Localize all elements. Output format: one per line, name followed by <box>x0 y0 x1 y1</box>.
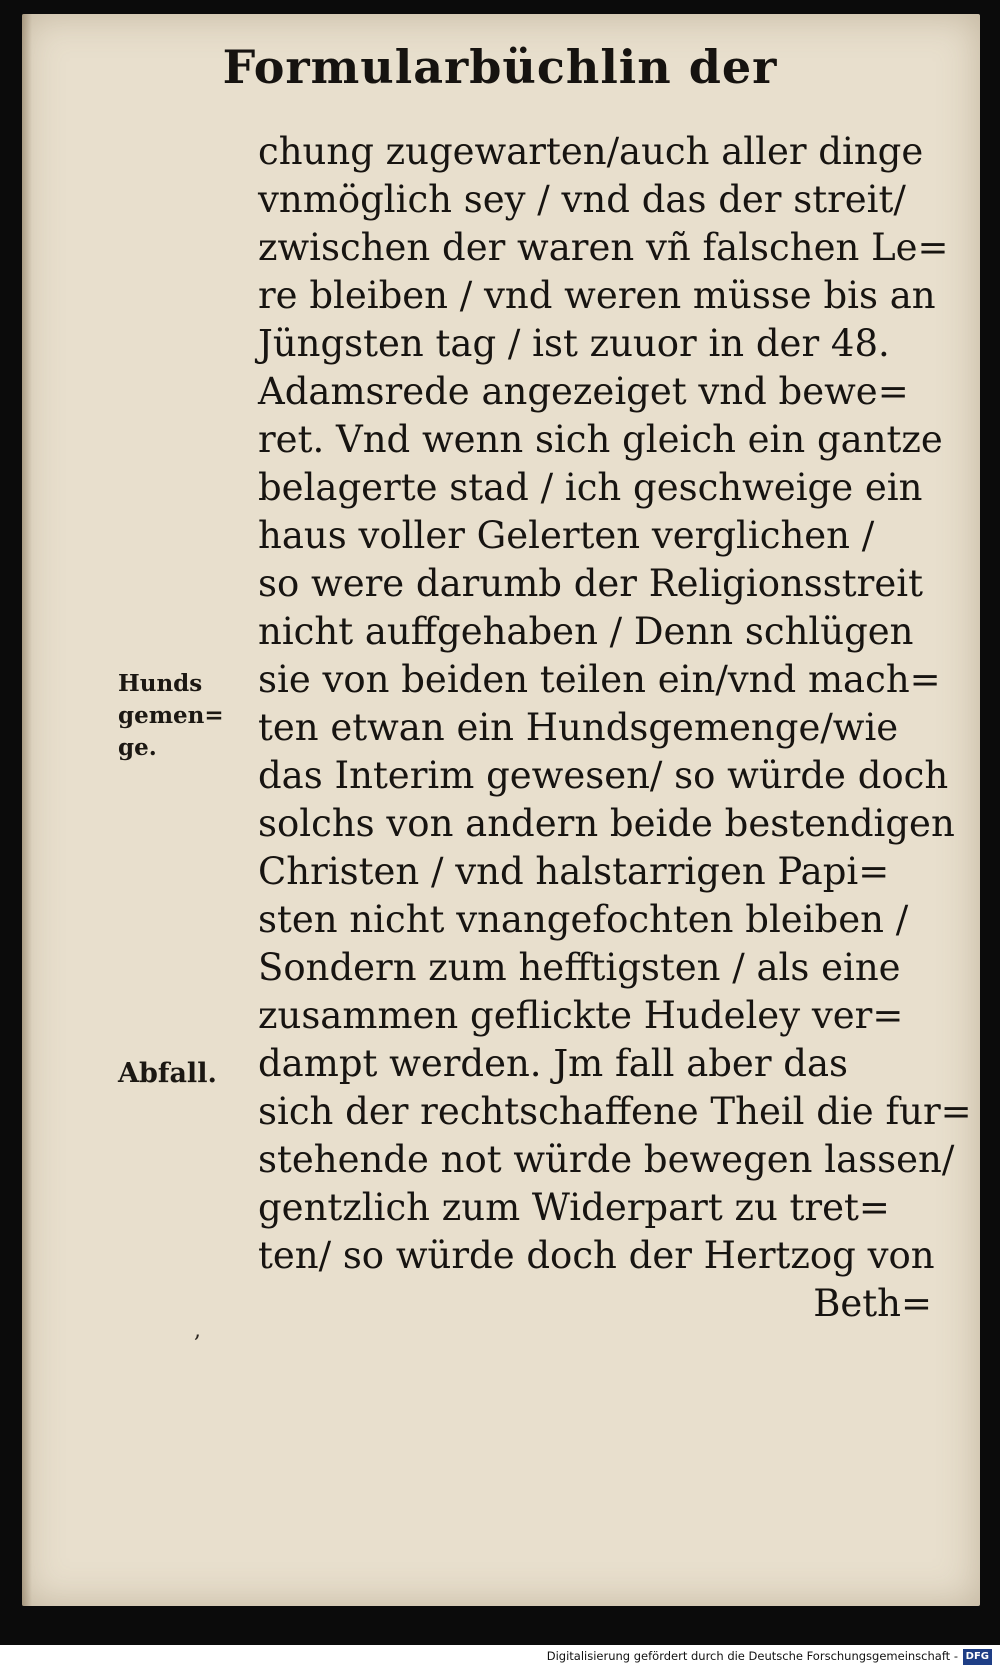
running-head: Formularbüchlin der <box>222 40 778 94</box>
marginal-note-line: Hunds <box>118 670 203 697</box>
text-line: das Interim gewesen/ so würde doch <box>258 754 949 797</box>
text-line: chung zugewarten/auch aller dinge <box>258 130 924 173</box>
marginal-note-abfall: Abfall. <box>118 1058 217 1089</box>
text-line: belagerte stad / ich geschweige ein <box>258 466 923 509</box>
marginal-note-line: ge. <box>118 734 157 761</box>
text-line: re bleiben / vnd weren müsse bis an <box>258 274 936 317</box>
marginal-note-line: gemen= <box>118 702 224 729</box>
body-text <box>258 128 972 1328</box>
text-line: zusammen geflickte Hudeley ver= <box>258 994 904 1037</box>
stray-ink-mark: , <box>194 1318 201 1343</box>
text-line: stehende not würde bewegen lassen/ <box>258 1138 955 1181</box>
text-line: vnmöglich sey / vnd das der streit/ <box>258 178 906 221</box>
text-line: sich der rechtschaffene Theil die fur= <box>258 1090 972 1133</box>
catchword: Beth= <box>813 1282 932 1325</box>
text-line: Adamsrede angezeiget vnd bewe= <box>258 370 909 413</box>
text-line: gentzlich zum Widerpart zu tret= <box>258 1186 890 1229</box>
dfg-logo: DFG <box>963 1649 992 1665</box>
text-line: Jüngsten tag / ist zuuor in der 48. <box>258 322 890 365</box>
text-line: ten/ so würde doch der Hertzog von <box>258 1234 935 1277</box>
text-line: Christen / vnd halstarrigen Papi= <box>258 850 890 893</box>
text-line: dampt werden. Jm fall aber das <box>258 1042 849 1085</box>
text-line: zwischen der waren vñ falschen Le= <box>258 226 949 269</box>
text-line: so were darumb der Religionsstreit <box>258 562 923 605</box>
text-line: ret. Vnd wenn sich gleich ein gantze <box>258 418 943 461</box>
page-gutter-shadow <box>22 14 32 1606</box>
marginal-note-hundsgemenge <box>118 668 248 764</box>
footer-credit: Digitalisierung gefördert durch die Deutsche Forschungsgemeinschaft - <box>546 1649 958 1663</box>
text-line: sten nicht vnangefochten bleiben / <box>258 898 909 941</box>
digitization-footer <box>0 1646 1000 1669</box>
text-line: solchs von andern beide bestendigen <box>258 802 955 845</box>
text-line: nicht auffgehaben / Denn schlügen <box>258 610 914 653</box>
text-line: Sondern zum hefftigsten / als eine <box>258 946 901 989</box>
text-line: sie von beiden teilen ein/vnd mach= <box>258 658 941 701</box>
text-line: haus voller Gelerten verglichen / <box>258 514 875 557</box>
text-line: ten etwan ein Hundsgemenge/wie <box>258 706 899 749</box>
